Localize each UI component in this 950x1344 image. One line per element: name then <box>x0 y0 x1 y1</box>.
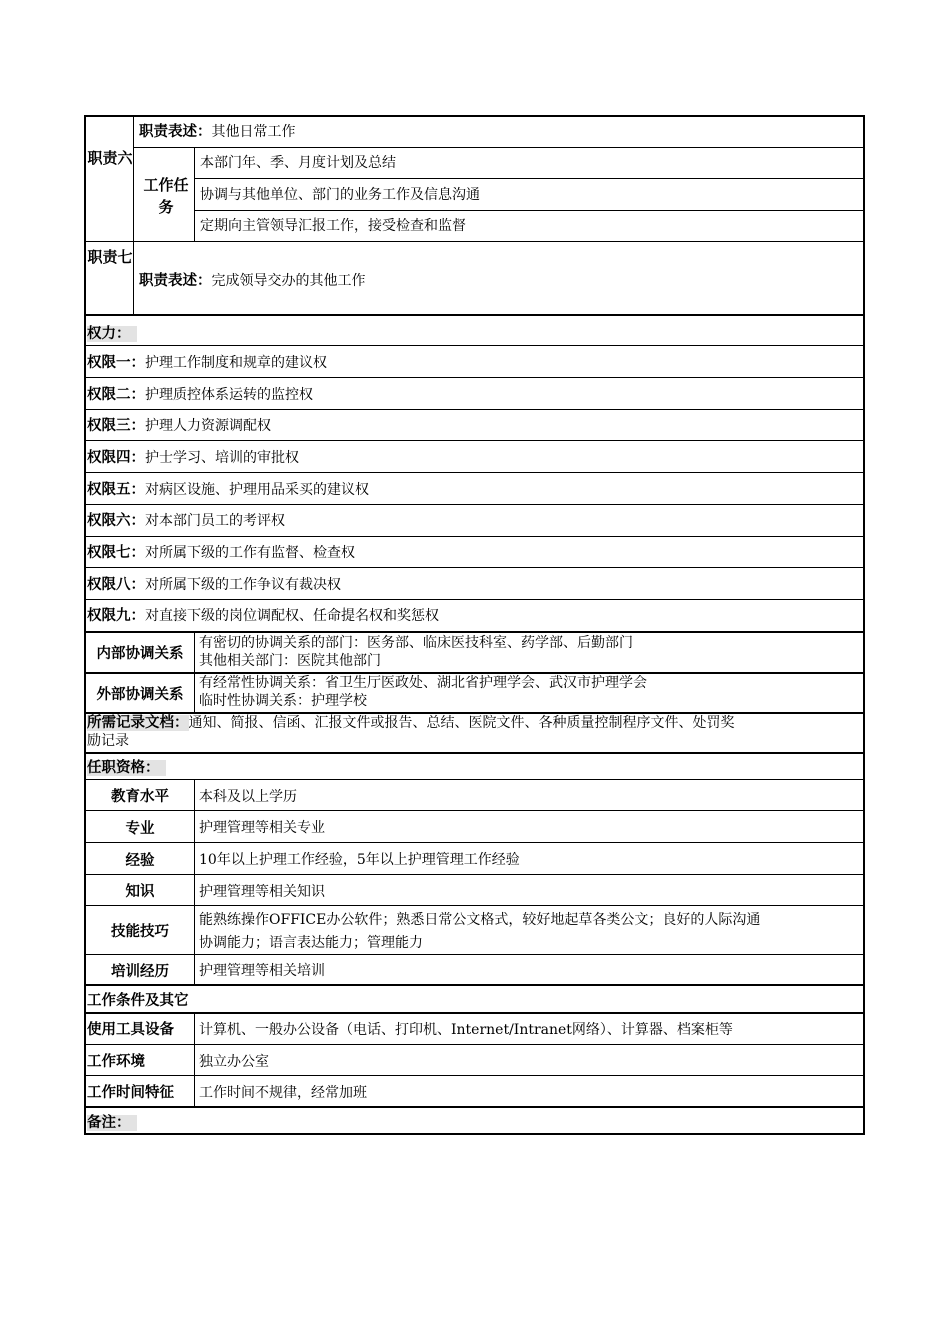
qualification-value: 能熟练操作OFFICE办公软件；熟悉日常公文格式，较好地起草各类公文；良好的人际沟通 <box>199 912 761 928</box>
duty6-label: 职责六 <box>87 149 133 167</box>
duty7-label: 职责七 <box>87 248 133 266</box>
qualification-value-line2: 协调能力；语言表达能力；管理能力 <box>199 935 423 951</box>
duty6-task-3: 定期向主管领导汇报工作，接受检查和监督 <box>200 218 466 234</box>
records-label: 所需记录文档： <box>87 715 189 731</box>
conditions-value: 计算机、一般办公设备（电话、打印机、Internet/Intranet网络）、计算器、档案柜等 <box>199 1022 733 1038</box>
qualification-label: 技能技巧 <box>111 924 169 940</box>
divider <box>85 752 864 754</box>
qualification-label: 知识 <box>125 884 155 900</box>
power-item: 权限五：对病区设施、护理用品采买的建议权 <box>87 482 369 498</box>
divider <box>85 905 864 906</box>
divider <box>85 504 864 505</box>
divider <box>85 779 864 780</box>
qualification-header: 任职资格： <box>87 760 166 777</box>
divider <box>85 672 864 674</box>
qualification-value: 护理管理等相关专业 <box>199 820 325 836</box>
divider <box>85 631 864 633</box>
external-coordination-line1: 有经常性协调关系：省卫生厅医政处、湖北省护理学会、武汉市护理学会 <box>199 675 647 691</box>
duty7-description-label: 职责表述： <box>139 273 212 289</box>
qualification-value: 10年以上护理工作经验，5年以上护理管理工作经验 <box>199 852 520 868</box>
divider <box>85 954 864 955</box>
duty6-description-text: 其他日常工作 <box>211 124 296 140</box>
divider <box>85 409 864 410</box>
qualification-label: 教育水平 <box>111 789 169 805</box>
duty7-description <box>139 273 366 290</box>
divider <box>194 178 864 179</box>
divider <box>85 440 864 441</box>
power-header: 权力： <box>87 326 137 343</box>
records-line1: 所需记录文档：通知、简报、信函、汇报文件或报告、总结、医院文件、各种质量控制程序文件、处罚奖 <box>87 715 735 731</box>
qualification-value: 护理管理等相关知识 <box>199 884 325 900</box>
internal-coordination-line2: 其他相关部门：医院其他部门 <box>199 653 381 669</box>
divider <box>85 567 864 568</box>
divider <box>85 810 864 811</box>
qualification-label: 经验 <box>125 852 155 869</box>
divider <box>85 1075 864 1076</box>
qualification-value: 本科及以上学历 <box>199 789 297 805</box>
power-item: 权限七：对所属下级的工作有监督、检查权 <box>87 545 355 561</box>
conditions-value: 独立办公室 <box>199 1054 269 1070</box>
qualification-value: 护理管理等相关培训 <box>199 963 325 979</box>
conditions-header: 工作条件及其它 <box>87 993 189 1009</box>
divider <box>133 147 864 148</box>
divider <box>85 241 864 242</box>
divider <box>85 1012 864 1014</box>
power-item: 权限九：对直接下级的岗位调配权、任命提名权和奖惩权 <box>87 608 439 624</box>
divider <box>85 345 864 346</box>
records-line2: 励记录 <box>87 733 129 749</box>
divider <box>85 874 864 875</box>
external-coordination-label: 外部协调关系 <box>96 686 184 703</box>
duty6-task-label: 工作任务 <box>143 176 189 216</box>
power-item: 权限四：护士学习、培训的审批权 <box>87 450 299 466</box>
duty6-description-label: 职责表述： <box>139 124 212 140</box>
conditions-label: 使用工具设备 <box>87 1022 174 1038</box>
divider <box>85 377 864 378</box>
divider <box>85 842 864 843</box>
job-description-table <box>84 115 865 1135</box>
power-item: 权限八：对所属下级的工作争议有裁决权 <box>87 577 341 593</box>
qualification-label: 专业 <box>125 820 155 837</box>
power-item: 权限六：对本部门员工的考评权 <box>87 513 285 529</box>
divider <box>85 472 864 473</box>
conditions-label: 工作环境 <box>87 1054 145 1070</box>
divider <box>133 116 134 314</box>
internal-coordination-label: 内部协调关系 <box>96 646 184 662</box>
qualification-label: 培训经历 <box>111 963 169 980</box>
divider <box>85 1106 864 1108</box>
divider <box>85 984 864 986</box>
internal-coordination-line1: 有密切的协调关系的部门：医务部、临床医技科室、药学部、后勤部门 <box>199 635 633 651</box>
divider <box>85 599 864 600</box>
duty6-task-1: 本部门年、季、月度计划及总结 <box>200 155 396 171</box>
duty7-description-text: 完成领导交办的其他工作 <box>211 273 366 289</box>
divider <box>194 147 195 242</box>
external-coordination-line2: 临时性协调关系：护理学校 <box>199 693 367 709</box>
power-item: 权限二：护理质控体系运转的监控权 <box>87 387 313 403</box>
conditions-label: 工作时间特征 <box>87 1085 174 1101</box>
divider <box>194 1014 195 1107</box>
power-item: 权限三：护理人力资源调配权 <box>87 418 271 434</box>
divider <box>85 314 864 316</box>
divider <box>85 1044 864 1045</box>
conditions-value: 工作时间不规律，经常加班 <box>199 1085 367 1101</box>
divider <box>194 210 864 211</box>
divider <box>85 712 864 714</box>
divider <box>85 536 864 537</box>
duty6-task-2: 协调与其他单位、部门的业务工作及信息沟通 <box>200 187 480 203</box>
duty6-description <box>139 124 296 141</box>
power-item: 权限一：护理工作制度和规章的建议权 <box>87 355 327 371</box>
remarks-header: 备注： <box>87 1115 137 1132</box>
